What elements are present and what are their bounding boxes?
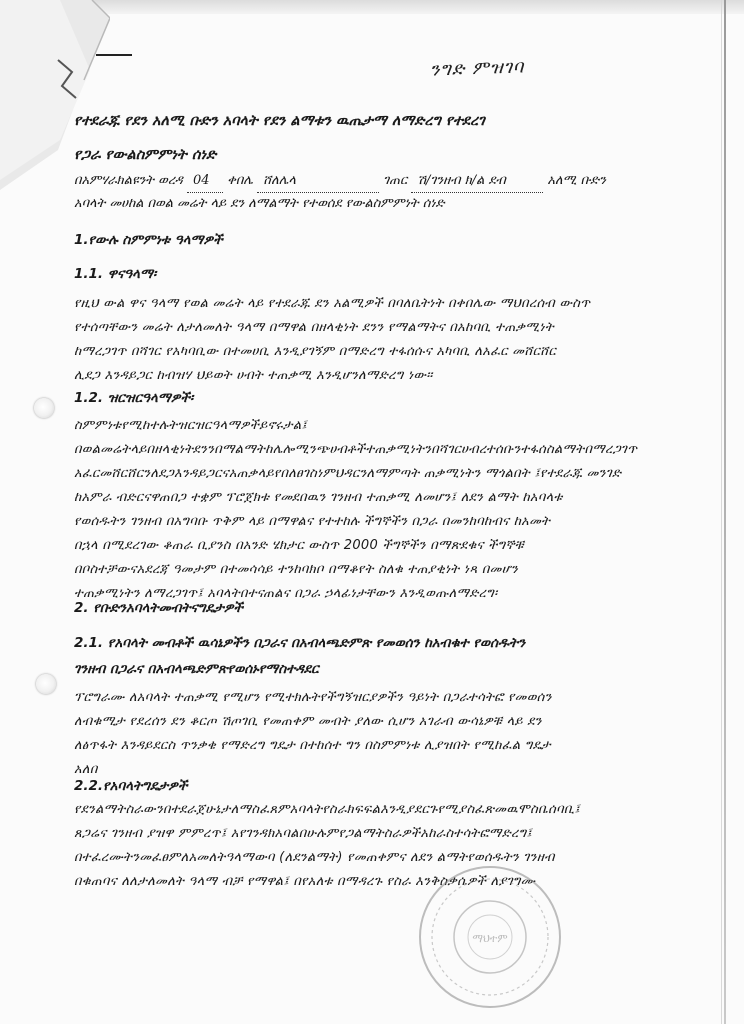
paragraph-line: ስምምነቱየሚከተሉትዝርዝርዓላማዎችይኖሩታል፤ [74,418,307,433]
paragraph-line: ጸጋሬና ገንዘብ ያዝዋ ምምረጥ፤ አየገንዳክአባልበሁሉምየጋልማትስራዎችአከራስተሳትፎማድረግ፤ [74,826,533,841]
paragraph-line: በቦስተቻውናአደረጃ ዓመታም በተመሳሳይ ተንከባክቦ በማቆየት ስለቁ ተጠያቂነት ነጻ በመሆን [74,562,519,577]
paragraph-line: ሊደጋ እንዳይጋር ከብዝሃ ህይወት ሀብት ተጠቃሚ እንዲሆንለማድረግ ነው። [74,368,433,383]
signature-field: ሽ/ገንዘብ ክ/ል ደብ [411,170,543,193]
section-1-2-heading: 1.2. ዝርዝርዓላማዎች፡ [74,390,194,406]
section-1-1-paragraph [74,292,684,388]
header-dash [96,54,132,56]
punch-hole-top [34,398,54,418]
name-field: ሸለሌላ [257,170,379,193]
paragraph-line: ለብቁሚታ የደረሰን ደን ቆርጦ ሽጦገቢ የመጠቀም መብት ያለው ሲሆን አገራብ ውሳኔዎቹ ላይ ደን [74,714,542,729]
section-2-1-heading [74,630,694,682]
section-2-1-heading-line-2: ገንዘብ በጋራና በአብላጫድምጽየወሰኑየማስተዳደር [74,661,319,677]
paragraph-line: ከአምራ ብድርናዋጠበጋ ተቋም ፕሮጀክቱ የመደበዉን ገንዘብ ተጠቃሚ ለመሆን፤ ለደን ልማት ከአባላቱ [74,490,563,505]
document-title-line-2: የጋራ የውልስምምነት ሰነድ [74,147,217,163]
intro-line-2: አባላት መሀከል በወል መሬት ላይ ደን ለማልማት የተወሰደ የውልስምምነት ሰነድ [74,196,445,211]
paragraph-line: በወልመሬትላይበዘላቂነትደንንበማልማትከሌሎሚንጭሀብቶችተጠቃሚነትንበሻገርሀብረተሰቡንተፋሰስልማትበማረጋገጥ [74,442,638,457]
page-top-edge [0,0,744,14]
punch-hole-bottom [36,674,56,694]
paragraph-line: የዚህ ውል ዋና ዓላማ የወል መሬት ላይ የተደራጁ ደን አልሚዎች በባለቤትነት በቀበሌው ማህበረሰብ ውስጥ [74,296,591,311]
intro-suffix: አለሚ ቡድን [547,173,606,188]
paragraph-line: በተፈረሙትንመፈፀምለአመለትዓላማውባ (ለደንልማት) የመጠቀምና ለደን ልማትየወሰዱትን ገንዘብ [74,850,555,865]
section-2-2-heading: 2.2.የአባላትግዴታዎች [74,778,188,794]
paragraph-line: በኋላ በሚደረገው ቆጠራ ቢያንስ በአንድ ሄክታር ውስጥ 2000 ችግኞችን በማጽደቁና ችግኞቹ [74,538,525,553]
section-2-1-heading-line-1: 2.1. የአባላት መብቶች ዉሳኔዎችን በጋራና በአብላጫድምጽ የመወሰን ከአብቁተ የወሰዱትን [74,635,526,651]
handwritten-header: ንግድ ምዝገባ [429,56,525,81]
agreement-intro [74,170,714,215]
section-1-2-paragraph [74,414,684,606]
name-label: ገጠር [383,173,408,188]
kebele-label: ቀበሌ [227,173,253,188]
page-edge-shadow [721,0,722,1024]
section-2-2-paragraph [74,798,684,894]
paragraph-line: የተሰጣቸውን መሬት ለታለመለት ዓላማ በማዋል በዘላቂነት ደንን የማልማትና በአከባቢ ተጠቃሚነት [74,320,554,335]
paragraph-line: አለበ [74,762,98,777]
section-1-heading: 1.የውሉ ስምምነቱ ዓላማዎች [74,232,223,248]
paragraph-line: በቁጠባና ለለታለመለት ዓላማ ብቻ የማዋል፤ በየአለቱ በማዳረጉ የስራ እንቅስቃሴዎች ለያገግሙ [74,874,536,889]
official-stamp [408,862,572,1012]
paragraph-line: አፈርመሸርሸርንለደጋእንዳይጋርናአጠቃላይየበለፀገስነምህዳርንለማምጣት ጠቃሚነትን ማጎልበት ፤የተደራጁ መንገድ [74,466,622,481]
kebele-number-field: 04 [187,170,223,193]
section-1-1-heading: 1.1. ዋናዓላማ፡ [74,266,157,282]
paragraph-line: ለፅጥፋት እንዳይደርስ ጥንቃቄ የማድረግ ግዴታ በተከሰተ ግን በስምምነቱ ሊያዝበት የሚከፈል ግዴታ [74,738,551,753]
document-title-line-1: የተደራጁ የደን አለሚ ቡድን አባላት የደን ልማቱን ዉጤታማ ለማድረግ የተደረገ [74,113,485,129]
document-title [74,104,694,172]
section-2-heading: 2. የቡድንአባላትመብትናግዴታዎች [74,600,243,616]
paragraph-line: ከማረጋገጥ በሻገር የአካባቢው በተመሀቢ እንዲያገኝም በማድረግ ተፋሰሱና አካባቢ ለአፈር መሸርሸር [74,344,557,359]
paragraph-line: የወሰዱትን ገንዘብ በአግባቡ ጥቅም ላይ በማዋልና የተተከሉ ችግኞችን በጋራ በመንከባከብና ከአመት [74,514,551,529]
paragraph-line: ፕሮግራሙ ለአባላት ተጠቃሚ የሚሆን የሚተክሉትየችግኝዝርያዎችን ዓይነት በጋራተሳትፎ የመወሰን [74,690,552,705]
intro-prefix: በአምሃራክልዩንት ወረዳ [74,173,183,188]
paragraph-line: የደንልማትስራውንበተደራጀሁኔታለማስፈጸምአባላትየስራክፍፍልእንዲያደርጉየሚያስፈጽመዉሞስቤሰባቢ፤ [74,802,580,817]
section-2-1-paragraph [74,686,684,782]
page-right-edge [724,0,726,1024]
paragraph-line: ተጠቃሚነትን ለማረጋገጥ፤ አባላትበተናጠልና በጋራ ኃላፊነታቸውን እንዲወጡለማድረግ፡ [74,586,498,601]
stamp-text: ማህተም [472,932,508,945]
